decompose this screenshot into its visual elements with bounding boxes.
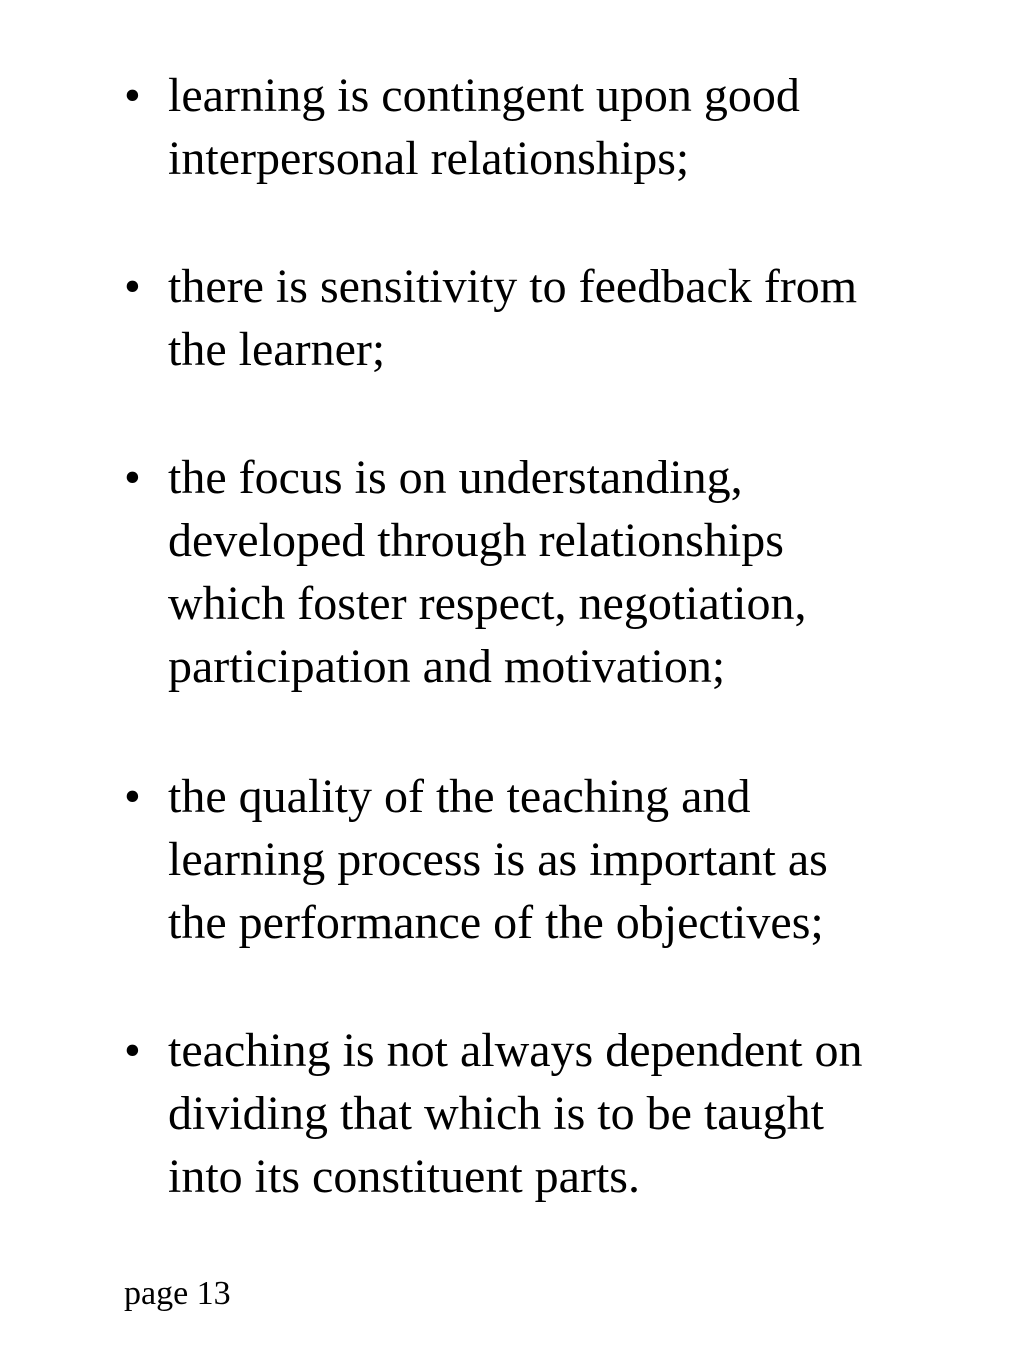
bullet-text: teaching is not always dependent on dividing that which is to be taught into its constituent parts. (168, 1024, 863, 1203)
page-number: page 13 (124, 1275, 231, 1312)
bullet-icon: • (124, 451, 141, 504)
bullet-icon: • (124, 1024, 141, 1077)
bullet-text: there is sensitivity to feedback from the learner; (168, 260, 858, 376)
bullet-icon: • (124, 69, 141, 122)
bullet-icon: • (124, 260, 141, 313)
bullet-text: learning is contingent upon good interpersonal relationships; (168, 69, 800, 185)
bullet-icon: • (124, 770, 141, 823)
bullet-text: the focus is on understanding, developed through relationships which foster respect, negotiation, participation and motivation; (168, 451, 807, 693)
bullet-text: the quality of the teaching and learning process is as important as the performance of the objectives; (168, 770, 828, 949)
